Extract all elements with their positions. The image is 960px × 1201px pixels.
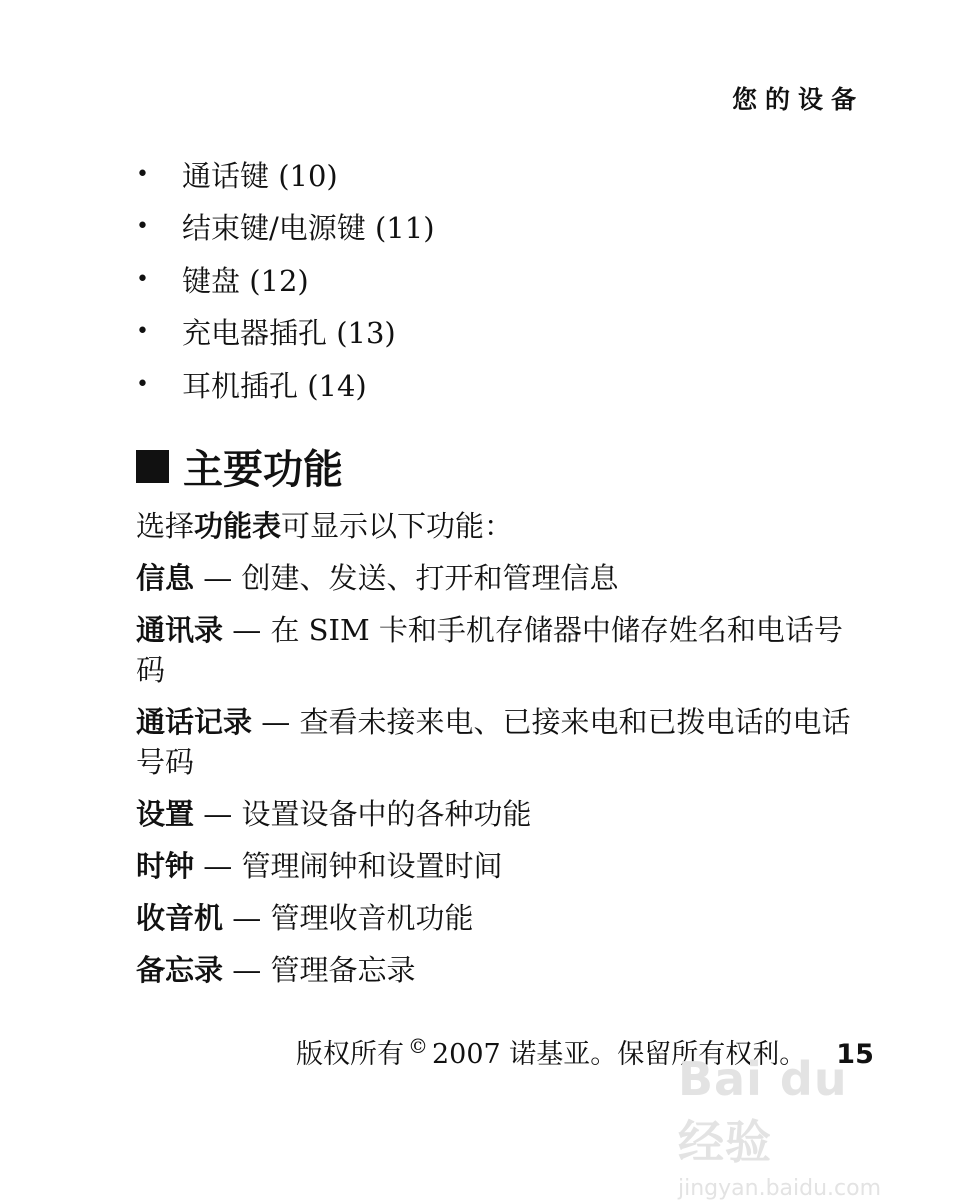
feature-term: 通讯录 [136,613,224,647]
baidu-watermark [678,1052,908,1201]
bullet-dot: • [136,319,149,345]
square-bullet-icon [136,450,169,483]
feature-item [136,558,866,598]
feature-list [136,558,866,1002]
list-item [136,306,435,359]
page-header: 您的设备 [731,85,864,114]
bullet-dot: • [136,214,149,240]
section-intro [136,506,513,546]
feature-term: 收音机 [136,901,224,935]
feature-item [136,846,866,886]
feature-item [136,950,866,990]
feature-description: — 在 SIM 卡和手机存储器中储存姓名和电话号码 [136,613,843,687]
feature-item [136,702,866,782]
list-item [136,358,435,411]
list-item-label: 键盘 (12) [182,263,309,298]
feature-description: — 管理闹钟和设置时间 [194,849,503,883]
bullet-dot: • [136,161,149,187]
key-list [136,148,435,411]
footer-text: 2007 诺基亚。保留所有权利。 [432,1039,807,1070]
bullet-dot: • [136,266,149,292]
feature-description: — 管理备忘录 [223,953,416,987]
section-title [136,438,343,495]
watermark-logo: Bai du 经验 [678,1052,848,1169]
feature-term: 信息 [136,561,195,595]
feature-item [136,898,866,938]
list-item-label: 结束键/电源键 (11) [182,211,435,246]
section-title-text: 主要功能 [183,447,343,493]
intro-prefix: 选择 [136,509,195,543]
feature-description: — 创建、发送、打开和管理信息 [194,561,619,595]
feature-description: — 管理收音机功能 [223,901,474,935]
feature-description: — 查看未接来电、已接来电和已拨电话的电话号码 [136,705,851,779]
intro-term: 功能表 [194,509,282,543]
feature-term: 备忘录 [136,953,224,987]
feature-term: 设置 [136,797,195,831]
list-item [136,253,435,306]
list-item [136,201,435,254]
feature-term: 时钟 [136,849,195,883]
feature-description: — 设置设备中的各种功能 [194,797,532,831]
list-item-label: 充电器插孔 (13) [182,316,396,351]
bullet-dot: • [136,371,149,397]
feature-item [136,794,866,834]
feature-item [136,610,866,690]
list-item [136,148,435,201]
feature-term: 通话记录 [136,705,253,739]
footer-prefix: 版权所有 [296,1039,404,1070]
list-item-label: 耳机插孔 (14) [182,368,367,403]
copyright-icon: © [408,1034,428,1058]
intro-suffix: 可显示以下功能： [281,509,514,543]
page-number: 15 [836,1039,874,1070]
watermark-url: jingyan.baidu.com [678,1176,882,1201]
list-item-label: 通话键 (10) [182,158,338,193]
